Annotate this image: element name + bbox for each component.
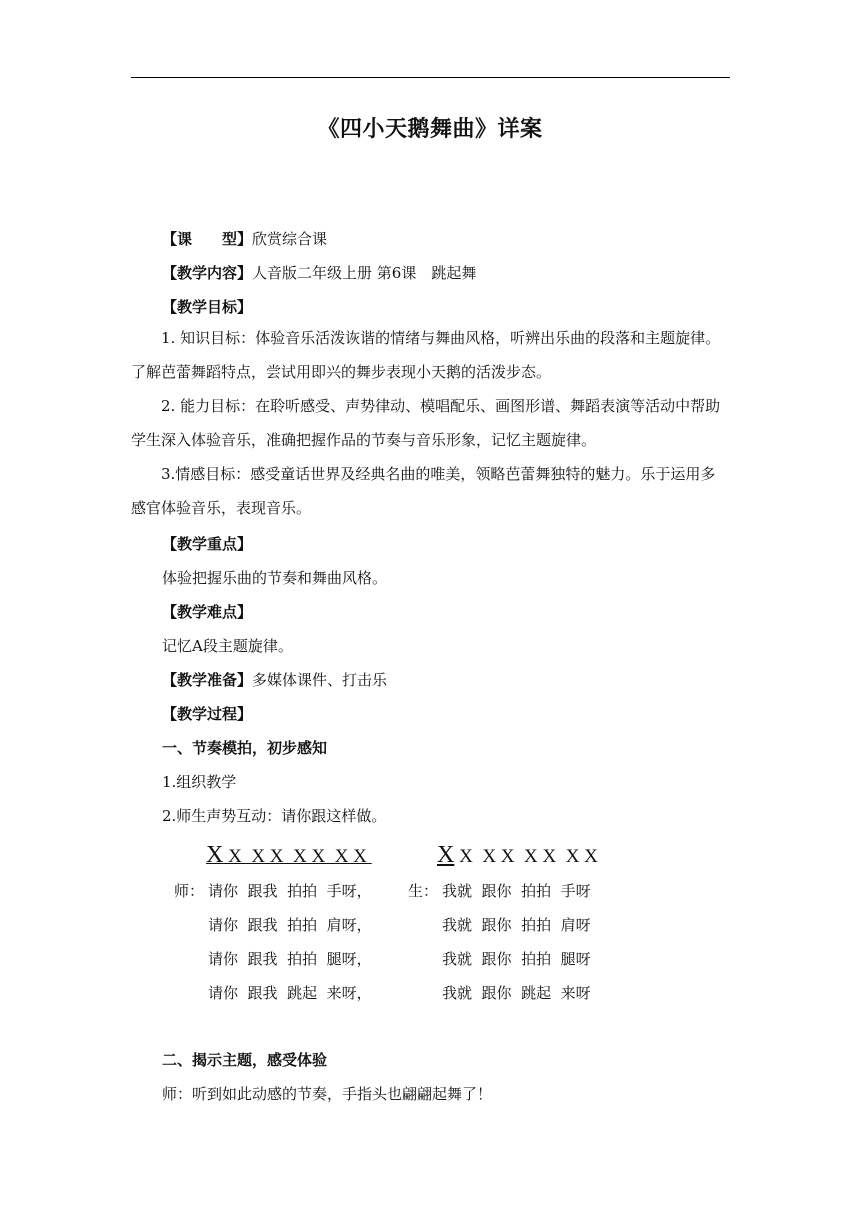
key-point-text: 体验把握乐曲的节奏和舞曲风格。 — [162, 569, 388, 587]
student-line-3: 我就 跟你 拍拍 腿呀 — [442, 950, 591, 968]
rhythm-pattern-left — [206, 844, 372, 868]
teacher-line-3: 请你 跟我 拍拍 腿呀， — [208, 950, 372, 968]
step-one: 1.组织教学 — [162, 773, 237, 791]
course-type-value: 欣赏综合课 — [252, 230, 328, 248]
rhythm-pattern-right — [437, 844, 598, 868]
course-type-label: 【课 型】 — [162, 230, 253, 248]
section-one-heading: 一、节奏模拍，初步感知 — [162, 739, 328, 757]
course-type-row — [162, 229, 327, 249]
student-line-2: 我就 跟你 拍拍 肩呀 — [442, 916, 591, 934]
goal-item-knowledge: 1. 知识目标：体验音乐活泼诙谐的情绪与舞曲风格，听辨出乐曲的段落和主题旋律。了解芭蕾舞蹈特点，尝试用即兴的舞步表现小天鹅的活泼步态。 — [131, 329, 721, 381]
content-value: 人音版二年级上册 第6课 跳起舞 — [252, 264, 477, 282]
goal-item-ability: 2. 能力目标：在聆听感受、声势律动、模唱配乐、画图形谱、舞蹈表演等活动中帮助学生深入体验音乐，准确把握作品的节奏与音乐形象，记忆主题旋律。 — [131, 397, 721, 449]
teacher-line-1: 请你 跟我 拍拍 手呀， — [208, 882, 372, 900]
goal-item-emotion: 3.情感目标：感受童话世界及经典名曲的唯美，领略芭蕾舞独特的魅力。乐于运用多感官体验音乐，表现音乐。 — [131, 465, 716, 517]
rhythm-left-accent: X — [206, 842, 224, 868]
preparation-value: 多媒体课件、打击乐 — [252, 671, 388, 689]
section-two-heading: 二、揭示主题，感受体验 — [162, 1051, 328, 1069]
step-two: 2.师生声势互动：请你跟这样做。 — [162, 807, 387, 825]
rhythm-right-rest: X X X X X X X — [454, 846, 598, 867]
difficulty-text: 记忆A段主题旋律。 — [162, 637, 293, 655]
content-row — [162, 263, 476, 283]
document-title: 《四小天鹅舞曲》详案 — [317, 117, 543, 142]
goals-heading: 【教学目标】 — [162, 298, 253, 316]
content-label: 【教学内容】 — [162, 264, 253, 282]
rhythm-left-rest: X X X X X X X — [223, 846, 372, 867]
student-line-4: 我就 跟你 跳起 来呀 — [442, 984, 591, 1002]
difficulty-heading: 【教学难点】 — [162, 603, 253, 621]
rhythm-right-accent: X — [437, 842, 455, 868]
teacher-line-2: 请你 跟我 拍拍 肩呀， — [208, 916, 372, 934]
teacher-line-4: 请你 跟我 跳起 来呀， — [208, 984, 372, 1002]
header-rule — [131, 77, 730, 78]
preparation-row — [162, 670, 387, 690]
teacher-speech: 师：听到如此动感的节奏，手指头也翩翩起舞了！ — [162, 1085, 493, 1103]
student-line-1: 我就 跟你 拍拍 手呀 — [442, 882, 591, 900]
preparation-label: 【教学准备】 — [162, 671, 253, 689]
student-label: 生： — [408, 882, 439, 900]
process-heading: 【教学过程】 — [162, 705, 253, 723]
key-point-heading: 【教学重点】 — [162, 535, 253, 553]
teacher-label: 师： — [174, 882, 205, 900]
